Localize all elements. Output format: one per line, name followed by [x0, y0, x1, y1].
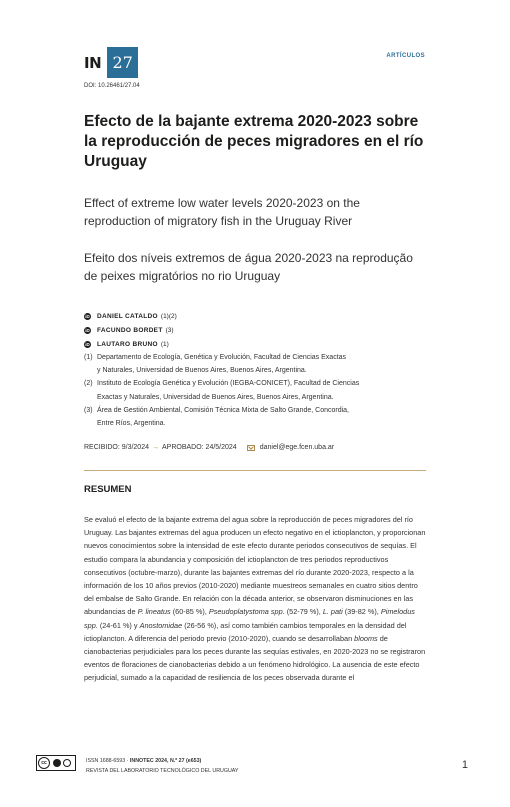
abstract-segment: (26-56 %), así como también cambios temporales en la densidad del ictioplancton. A diferencia del periodo previo (2010-2020), cuando se desarrollaban	[84, 620, 407, 643]
creative-commons-badge[interactable]	[36, 755, 76, 771]
person-icon	[53, 759, 61, 767]
section-divider	[84, 470, 426, 471]
abstract-segment: (52-79 %),	[284, 607, 323, 617]
doi-link[interactable]: DOI: 10.26461/27.04	[84, 83, 140, 89]
affiliation-item	[84, 377, 429, 403]
title-english: Effect of extreme low water levels 2020-2023 on the reproduction of migratory fish in the Uruguay River	[84, 196, 360, 228]
received-date: RECIBIDO: 9/3/2024	[84, 444, 149, 451]
section-label: ARTÍCULOS	[386, 53, 425, 59]
abstract-text	[84, 513, 429, 685]
abstract-segment: (39-82 %),	[342, 607, 381, 617]
term-italic: blooms	[354, 633, 378, 643]
author-affiliation-ref: (3)	[165, 326, 174, 334]
affiliation-number: (1)	[84, 354, 93, 361]
footer-journal: INNOTEC 2024, N.º 27 (e653)	[129, 758, 202, 764]
author-name: FACUNDO BORDET	[97, 326, 163, 334]
affiliation-item	[84, 404, 429, 430]
affiliation-number: (2)	[84, 380, 93, 388]
author-name: LAUTARO BRUNO	[97, 340, 158, 348]
affiliation-number: (3)	[84, 406, 93, 414]
affiliation-text: Área de Gestión Ambiental, Comisión Técnica Mixta de Salto Grande, Concordia, Entre Ríos, Argentina.	[97, 406, 349, 428]
orcid-icon[interactable]: iD	[85, 341, 90, 347]
issue-number-badge: 27	[107, 47, 138, 78]
abstract-segment: Se evaluó el efecto de la bajante extrema del agua sobre la reproducción de peces migradores del río Uruguay. Las bajantes extremas del agua producen un efecto negativo en el ictioplancton, y proporcionan nuevos conocimientos sobre la intensidad de este efecto durante periodos consecutivos de sequías. El estudio compara la abundancia y composición del ictioplancton de tres periodos reproductivos consecutivos (octubre-marzo), durante las bajantes extremas del río durante 2020-2023, respecto a la información de los 10 años previos (2010-2020) mediante muestreos semanales en cuatro sitios dentro del embalse de Salto Grande. En relación con la década anterior, se observaron disminuciones en las abundancias de	[84, 515, 426, 617]
species-name: Anostomidae	[139, 620, 183, 630]
orcid-icon[interactable]: iD	[85, 313, 90, 319]
journal-logo	[84, 47, 138, 78]
footer-issn: ISSN 1688-6593	[86, 758, 126, 764]
author-name: DANIEL CATALDO	[97, 312, 158, 320]
affiliation-text: Instituto de Ecología Genética y Evolución (IEGBA-CONICET), Facultad de Ciencias Exactas y Naturales, Universidad de Buenos Aires, Buenos Aires, Argentina.	[97, 380, 360, 401]
footer-subtitle: REVISTA DEL LABORATORIO TECNOLÓGICO DEL URUGUAY	[86, 768, 239, 774]
footer-citation	[86, 756, 238, 776]
affiliations-list	[84, 351, 429, 430]
author-row	[84, 337, 429, 351]
author-row	[84, 309, 429, 323]
authors-block	[84, 309, 429, 430]
author-affiliation-ref: (1)	[160, 340, 169, 348]
dates-line	[84, 444, 334, 451]
title-portuguese: Efeito dos níveis extremos de água 2020-2023 na reprodução de peixes migratórios no rio Uruguay	[84, 251, 413, 283]
logo-text: IN	[84, 53, 102, 72]
title-spanish: Efecto de la bajante extrema 2020-2023 sobre la reproducción de peces migradores en el río Uruguay	[84, 113, 424, 170]
footer-separator: ·	[126, 758, 129, 764]
arrow-right-icon: →	[151, 444, 159, 451]
species-name: Pseudoplatystoma spp.	[208, 607, 285, 617]
author-row	[84, 323, 429, 337]
abstract-segment: (24-61 %) y	[97, 620, 140, 630]
contact-email[interactable]: daniel@ege.fcen.uba.ar	[259, 444, 335, 451]
abstract-segment: (60-85 %),	[170, 607, 209, 617]
author-affiliation-ref: (1)(2)	[160, 312, 177, 320]
orcid-icon[interactable]: iD	[85, 327, 90, 333]
species-name: Pimelodus spp.	[84, 607, 415, 630]
species-name: P. lineatus	[137, 607, 171, 617]
abstract-heading: RESUMEN	[84, 484, 132, 495]
footer-journal-line	[86, 756, 238, 766]
affiliation-text: Departamento de Ecología, Genética y Evolución, Facultad de Ciencias Exactas y Naturales, Universidad de Buenos Aires, Buenos Aires, Argentina.	[97, 354, 347, 375]
abstract-segment: de cianobacterias perjudiciales para los peces durante las sequías estivales, en 2020-2023 no se registraron eventos de floraciones de cianobacterias debido a un fenómeno hidrológico. La ausencia de este efecto perjudicial, sumado a la capacidad de resiliencia de los peces observada durante el	[84, 633, 426, 683]
mail-icon	[247, 445, 255, 451]
cc-icon: cc	[38, 757, 50, 769]
noncommercial-icon	[63, 759, 71, 767]
species-name: L. pati	[322, 607, 343, 617]
affiliation-item	[84, 351, 429, 377]
approved-date: APROBADO: 24/5/2024	[161, 444, 237, 451]
page-number: 1	[461, 759, 468, 771]
